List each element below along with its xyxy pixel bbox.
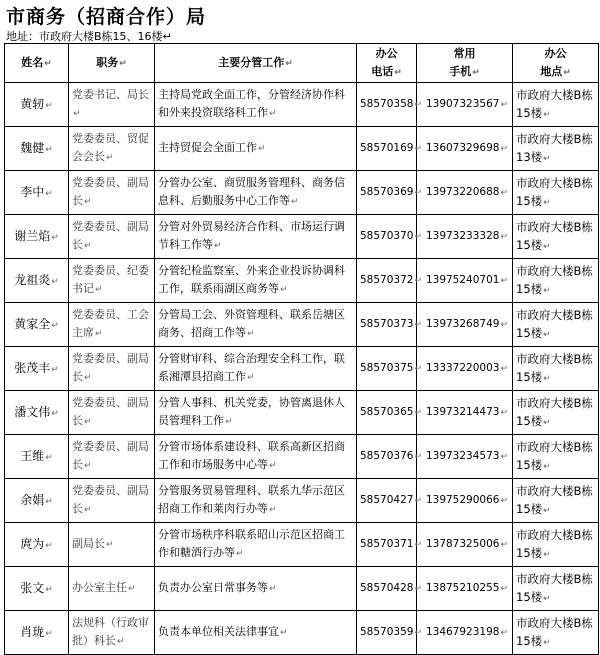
- staff-position: 党委委员、副局长↵: [69, 479, 155, 523]
- staff-name: 潘文伟↵: [5, 391, 69, 435]
- staff-table: [4, 43, 599, 655]
- staff-office-phone: 58570372↵: [357, 259, 417, 303]
- staff-duties: 分管市场体系建设科、联系高新区招商工作和市场服务中心等↵: [155, 435, 357, 479]
- table-row: [5, 83, 599, 127]
- staff-location: 市政府大楼B栋15楼↵: [513, 435, 599, 479]
- staff-office-phone: 58570365↵: [357, 391, 417, 435]
- staff-mobile: 13973214473↵: [417, 391, 513, 435]
- staff-office-phone: 58570371↵: [357, 523, 417, 567]
- staff-location: 市政府大楼B栋15楼↵: [513, 303, 599, 347]
- staff-mobile: 13973268749↵: [417, 303, 513, 347]
- staff-name: 王维↵: [5, 435, 69, 479]
- staff-duties: 分管服务贸易管理科、联系九华示范区招商工作和莱肉行办等↵: [155, 479, 357, 523]
- staff-position: 党委委员、工会主席↵: [69, 303, 155, 347]
- staff-location: 市政府大楼B栋15楼↵: [513, 479, 599, 523]
- table-row: [5, 391, 599, 435]
- staff-position: 办公室主任↵: [69, 567, 155, 611]
- staff-location: 市政府大楼B栋15楼↵: [513, 83, 599, 127]
- header-duties: 主要分管工作↵: [155, 44, 357, 83]
- staff-location: 市政府大楼B栋15楼↵: [513, 347, 599, 391]
- staff-mobile: 13975290066↵: [417, 479, 513, 523]
- header-location: 办公 地点↵: [513, 44, 599, 83]
- staff-position: 党委委员、副局长↵: [69, 435, 155, 479]
- staff-office-phone: 58570359↵: [357, 611, 417, 655]
- table-row: [5, 127, 599, 171]
- staff-position: 副局长↵: [69, 523, 155, 567]
- staff-duties: 分管人事科、机关党委，协管离退休人员管理科工作↵: [155, 391, 357, 435]
- staff-name: 庹为↵: [5, 523, 69, 567]
- staff-office-phone: 58570428↵: [357, 567, 417, 611]
- staff-name: 魏健↵: [5, 127, 69, 171]
- header-name: 姓名↵: [5, 44, 69, 83]
- staff-mobile: 13975240701↵: [417, 259, 513, 303]
- staff-mobile: 13607329698↵: [417, 127, 513, 171]
- staff-office-phone: 58570373↵: [357, 303, 417, 347]
- staff-duties: 分管纪检监察室、外来企业投诉协调科工作，联系雨湖区商务等↵: [155, 259, 357, 303]
- staff-duties: 分管办公室、商贸服务管理科、商务信息科、后勤服务中心工作等↵: [155, 171, 357, 215]
- staff-mobile: 13337220003↵: [417, 347, 513, 391]
- header-position: 职务↵: [69, 44, 155, 83]
- staff-office-phone: 58570369↵: [357, 171, 417, 215]
- table-row: [5, 435, 599, 479]
- table-row: [5, 567, 599, 611]
- staff-mobile: 13875210255↵: [417, 567, 513, 611]
- page-title: 市商务（招商合作）局: [6, 6, 207, 28]
- office-address: 地址：市政府大楼B栋15、16楼↵: [6, 30, 172, 43]
- staff-position: 党委委员、纪委书记↵: [69, 259, 155, 303]
- staff-mobile: 13973220688↵: [417, 171, 513, 215]
- staff-name: 龙祖炎↵: [5, 259, 69, 303]
- staff-duties: 负责办公室日常事务等↵: [155, 567, 357, 611]
- staff-location: 市政府大楼B栋15楼↵: [513, 523, 599, 567]
- staff-location: 市政府大楼B栋15楼↵: [513, 567, 599, 611]
- staff-mobile: 13973233328↵: [417, 215, 513, 259]
- staff-office-phone: 58570358↵: [357, 83, 417, 127]
- staff-name: 李中↵: [5, 171, 69, 215]
- staff-name: 余娟↵: [5, 479, 69, 523]
- staff-duties: 负责本单位相关法律事宜↵: [155, 611, 357, 655]
- staff-name: 张文↵: [5, 567, 69, 611]
- staff-name: 黄轫↵: [5, 83, 69, 127]
- staff-office-phone: 58570376↵: [357, 435, 417, 479]
- staff-location: 市政府大楼B栋13楼↵: [513, 127, 599, 171]
- table-row: [5, 523, 599, 567]
- header-office-phone: 办公 电话↵: [357, 44, 417, 83]
- staff-name: 肖珑↵: [5, 611, 69, 655]
- staff-mobile: 13973234573↵: [417, 435, 513, 479]
- table-row: [5, 259, 599, 303]
- staff-location: 市政府大楼B栋15楼↵: [513, 259, 599, 303]
- staff-mobile: 13467923198↵: [417, 611, 513, 655]
- table-row: [5, 611, 599, 655]
- table-row: [5, 303, 599, 347]
- staff-location: 市政府大楼B栋15楼↵: [513, 611, 599, 655]
- staff-duties: 分管对外贸易经济合作科、市场运行调节科工作等↵: [155, 215, 357, 259]
- staff-location: 市政府大楼B栋15楼↵: [513, 171, 599, 215]
- staff-name: 张茂丰↵: [5, 347, 69, 391]
- staff-duties: 分管市场秩序科联系昭山示范区招商工作和糖酒行办等↵: [155, 523, 357, 567]
- staff-name: 黄家全↵: [5, 303, 69, 347]
- table-header-row: [5, 44, 599, 83]
- staff-position: 党委书记、局长↵: [69, 83, 155, 127]
- staff-mobile: 13907323567↵: [417, 83, 513, 127]
- table-row: [5, 215, 599, 259]
- staff-position: 党委委员、副局长↵: [69, 215, 155, 259]
- staff-duties: 主持贸促会全面工作↵: [155, 127, 357, 171]
- staff-name: 谢兰焰↵: [5, 215, 69, 259]
- staff-office-phone: 58570169↵: [357, 127, 417, 171]
- header-mobile: 常用 手机↵: [417, 44, 513, 83]
- staff-office-phone: 58570427↵: [357, 479, 417, 523]
- staff-duties: 主持局党政全面工作，分管经济协作科和外来投资联络科工作↵: [155, 83, 357, 127]
- staff-position: 党委委员、贸促会会长↵: [69, 127, 155, 171]
- table-row: [5, 171, 599, 215]
- table-row: [5, 479, 599, 523]
- staff-duties: 分管财审科、综合治理安全科工作，联系湘潭县招商工作↵: [155, 347, 357, 391]
- staff-location: 市政府大楼B栋15楼↵: [513, 215, 599, 259]
- staff-position: 党委委员、副局长↵: [69, 347, 155, 391]
- staff-office-phone: 58570370↵: [357, 215, 417, 259]
- staff-position: 法规科（行政审批）科长↵: [69, 611, 155, 655]
- table-row: [5, 347, 599, 391]
- staff-office-phone: 58570375↵: [357, 347, 417, 391]
- staff-position: 党委委员、副局长↵: [69, 171, 155, 215]
- staff-position: 党委委员、副局长↵: [69, 391, 155, 435]
- staff-location: 市政府大楼B栋15楼↵: [513, 391, 599, 435]
- staff-mobile: 13787325006↵: [417, 523, 513, 567]
- staff-duties: 分管局工会、外资管理科、联系岳塘区商务、招商工作等↵: [155, 303, 357, 347]
